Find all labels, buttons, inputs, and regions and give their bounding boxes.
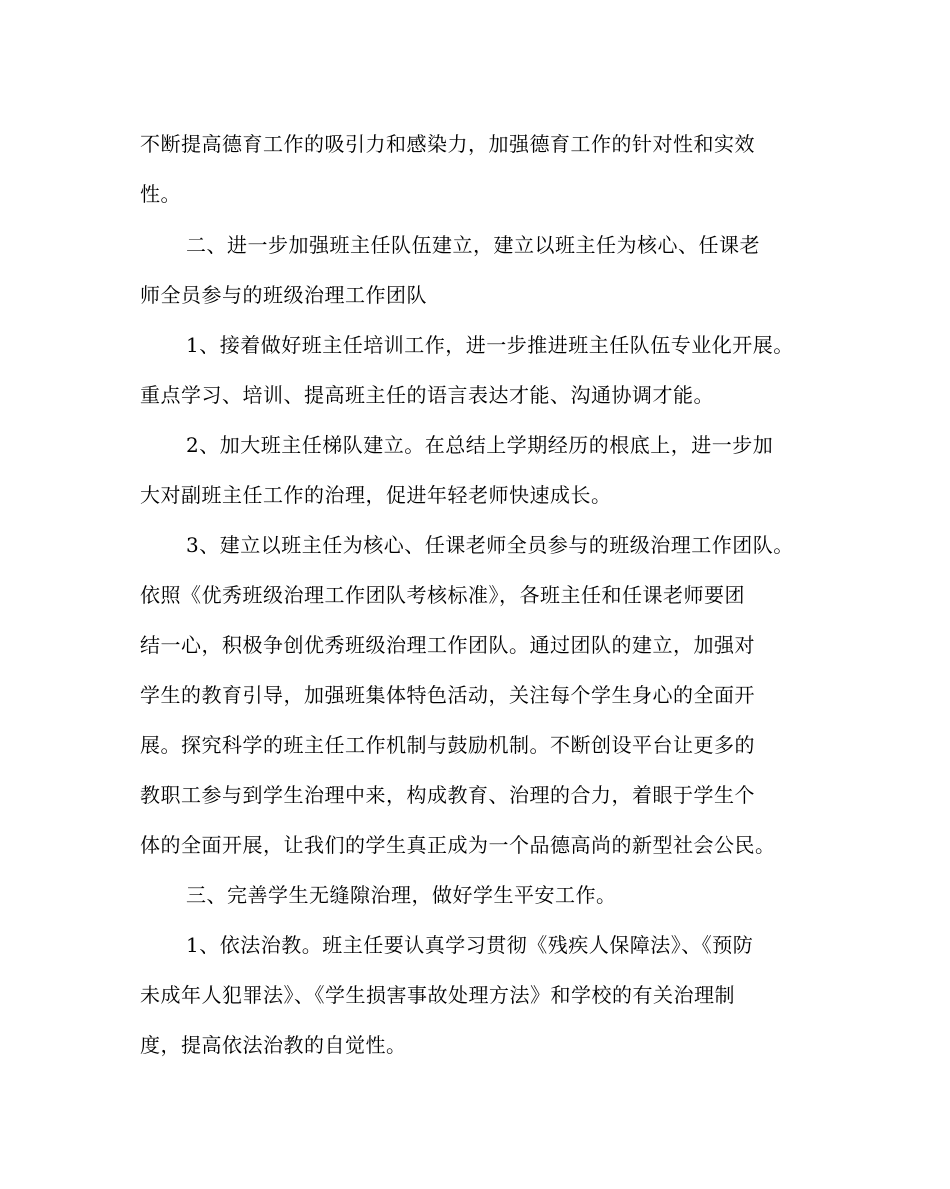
text-line: 2、加大班主任梯队建立。在总结上学期经历的根底上，进一步加 <box>186 433 774 457</box>
section-heading: 二、进一步加强班主任队伍建立，建立以班主任为核心、任课老 <box>186 233 760 257</box>
text-line: 3、建立以班主任为核心、任课老师全员参与的班级治理工作团队。 <box>186 533 794 557</box>
text-line: 展。探究科学的班主任工作机制与鼓励机制。不断创设平台让更多的 <box>140 733 755 757</box>
text-line: 重点学习、培训、提高班主任的语言表达才能、沟通协调才能。 <box>140 383 714 407</box>
text-line: 依照《优秀班级治理工作团队考核标准》，各班主任和任课老师要团 <box>140 583 745 607</box>
text-line: 性。 <box>140 182 181 206</box>
text-line: 大对副班主任工作的治理，促进年轻老师快速成长。 <box>140 483 612 507</box>
text-line: 不断提高德育工作的吸引力和感染力，加强德育工作的针对性和实效 <box>140 132 755 156</box>
text-line: 教职工参与到学生治理中来，构成教育、治理的合力，着眼于学生个 <box>140 783 755 807</box>
text-line: 1、接着做好班主任培训工作，进一步推进班主任队伍专业化开展。 <box>186 333 794 357</box>
text-line: 学生的教育引导，加强班集体特色活动，关注每个学生身心的全面开 <box>140 683 755 707</box>
text-line: 未成年人犯罪法》、《学生损害事故处理方法》和学校的有关治理制 <box>140 983 735 1007</box>
text-line: 1、依法治教。班主任要认真学习贯彻《残疾人保障法》、《预防 <box>186 933 754 957</box>
text-line: 度，提高依法治教的自觉性。 <box>140 1033 407 1057</box>
text-line: 体的全面开展，让我们的学生真正成为一个品德高尚的新型社会公民。 <box>140 833 776 857</box>
section-heading: 师全员参与的班级治理工作团队 <box>140 283 427 307</box>
section-heading: 三、完善学生无缝隙治理，做好学生平安工作。 <box>186 883 617 907</box>
text-line: 结一心，积极争创优秀班级治理工作团队。通过团队的建立，加强对 <box>140 633 755 657</box>
